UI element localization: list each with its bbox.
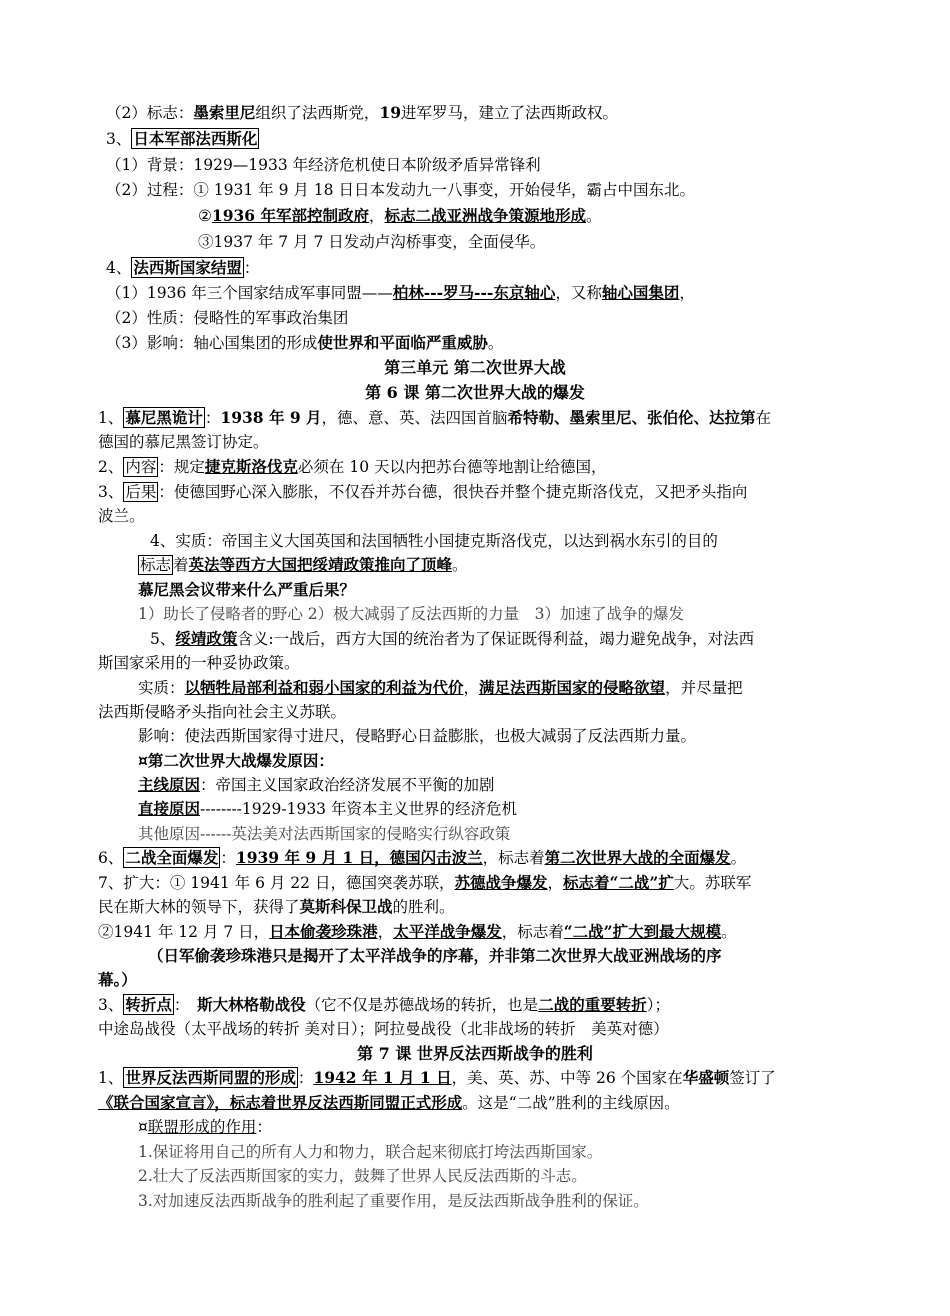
text-line: 法西斯侵略矛头指向社会主义苏联。 [98, 703, 347, 721]
text-line: 主线原因：帝国主义国家政治经济发展不平衡的加剧 [138, 775, 495, 794]
text-line: 7、扩大：① 1941 年 6 月 22 日，德国突袭苏联，苏德战争爆发，标志着“二战”扩大。苏联军 [98, 873, 752, 892]
text-line: （3）影响：轴心国集团的形成使世界和平面临严重威胁。 [106, 333, 504, 352]
text-line: 民在斯大林的领导下，获得了莫斯科保卫战的胜利。 [98, 897, 455, 916]
lesson-title: 第 7 课 世界反法西斯战争的胜利 [357, 1044, 593, 1063]
text-line: 《联合国家宣言》，标志着世界反法西斯同盟正式形成。这是“二战”胜利的主线原因。 [98, 1093, 680, 1112]
text-line: 中途岛战役（太平战场的转折 美对日）；阿拉曼战役（北非战场的转折 美英对德） [98, 1020, 669, 1038]
text-line: （2）性质：侵略性的军事政治集团 [106, 309, 349, 327]
text-line: 1、 世界反法西斯同盟的形成 ：1942 年 1 月 1 日，美、英、苏、中等 26 个国家在华盛顿签订了 [98, 1068, 776, 1087]
section-heading: 3、 日本军部法西斯化 [106, 129, 258, 148]
text-line: 1、 慕尼黑诡计 ：1938 年 9 月，德、意、英、法四国首脑希特勒、墨索里尼、张伯伦、达拉第在 [98, 408, 772, 427]
text-line: 1）助长了侵略者的野心 2）极大减弱了反法西斯的力量 3）加速了战争的爆发 [138, 605, 685, 623]
text-line: 4、实质：帝国主义大国英国和法国牺牲小国捷克斯洛伐克，以达到祸水东引的目的 [150, 532, 718, 550]
text-line: （2）过程：① 1931 年 9 月 18 日日本发动九一八事变，开始侵华，霸占中国东北。 [106, 181, 695, 199]
list-item: 3.对加速反法西斯战争的胜利起了重要作用，是反法西斯战争胜利的保证。 [138, 1192, 649, 1210]
lesson-title: 第 6 课 第二次世界大战的爆发 [365, 383, 585, 402]
text-line: 德国的慕尼黑签订协定。 [98, 433, 269, 451]
text-line: 斯国家采用的一种妥协政策。 [98, 654, 300, 672]
subheading: ¤第二次世界大战爆发原因： [138, 751, 334, 770]
text-line: 影响：使法西斯国家得寸进尺，侵略野心日益膨胀，也极大减弱了反法西斯力量。 [138, 727, 697, 745]
section-heading: 4、 法西斯国家结盟 ： [106, 258, 260, 277]
text-line: 5、绥靖政策含义:一战后，西方大国的统治者为了保证既得利益，竭力避免战争，对法西 [150, 629, 755, 648]
text-line: 2、 内容 ：规定捷克斯洛伐克必须在 10 天以内把苏台德等地割让给德国， [98, 457, 607, 476]
note-line: （日军偷袭珍珠港只是揭开了太平洋战争的序幕，并非第二次世界大战亚洲战场的序 [148, 946, 722, 965]
text-line: 直接原因--------1929-1933 年资本主义世界的经济危机 [138, 799, 517, 818]
text-line: 波兰。 [98, 507, 145, 525]
text-line: 其他原因------英法美对法西斯国家的侵略实行纵容政策 [138, 825, 511, 843]
question-heading: 慕尼黑会议带来什么严重后果？ [138, 580, 356, 599]
list-item: 2.壮大了反法西斯国家的实力，鼓舞了世界人民反法西斯的斗志。 [138, 1167, 587, 1185]
unit-title: 第三单元 第二次世界大战 [384, 358, 566, 377]
text-line: （2）标志：墨索里尼组织了法西斯党，19进军罗马，建立了法西斯政权。 [106, 103, 618, 122]
note-line: 幕。） [98, 970, 137, 989]
text-line: 3、 后果 ：使德国野心深入膨胀，不仅吞并苏台德，很快吞并整个捷克斯洛伐克，又把矛头指向 [98, 483, 748, 501]
text-line: （1）背景：1929—1933 年经济危机使日本阶级矛盾异常锋利 [106, 156, 541, 174]
text-line: 3、 转折点 ： 斯大林格勒战役（它不仅是苏德战场的转折，也是二战的重要转折）； [98, 995, 670, 1014]
text-line: 6、 二战全面爆发 ：1939 年 9 月 1 日，德国闪击波兰，标志着第二次世界大战的全面爆发。 [98, 848, 747, 867]
text-line: ②1941 年 12 月 7 日，日本偷袭珍珠港，太平洋战争爆发，标志着“二战”扩大到最大规模。 [98, 922, 737, 941]
text-line: ②1936 年军部控制政府，标志二战亚洲战争策源地形成。 [198, 206, 602, 225]
text-line: ③1937 年 7 月 7 日发动卢沟桥事变，全面侵华。 [198, 233, 546, 251]
text-line: 实质：以牺牲局部利益和弱小国家的利益为代价，满足法西斯国家的侵略欲望，并尽量把 [138, 678, 743, 697]
subheading: ¤联盟形成的作用： [138, 1118, 272, 1136]
text-line: （1）1936 年三个国家结成军事同盟——柏林---罗马---东京轴心，又称轴心国集团， [106, 283, 695, 302]
text-line: 标志 着英法等西方大国把绥靖政策推向了顶峰。 [140, 555, 468, 574]
list-item: 1.保证将用自己的所有人力和物力，联合起来彻底打垮法西斯国家。 [138, 1143, 603, 1161]
